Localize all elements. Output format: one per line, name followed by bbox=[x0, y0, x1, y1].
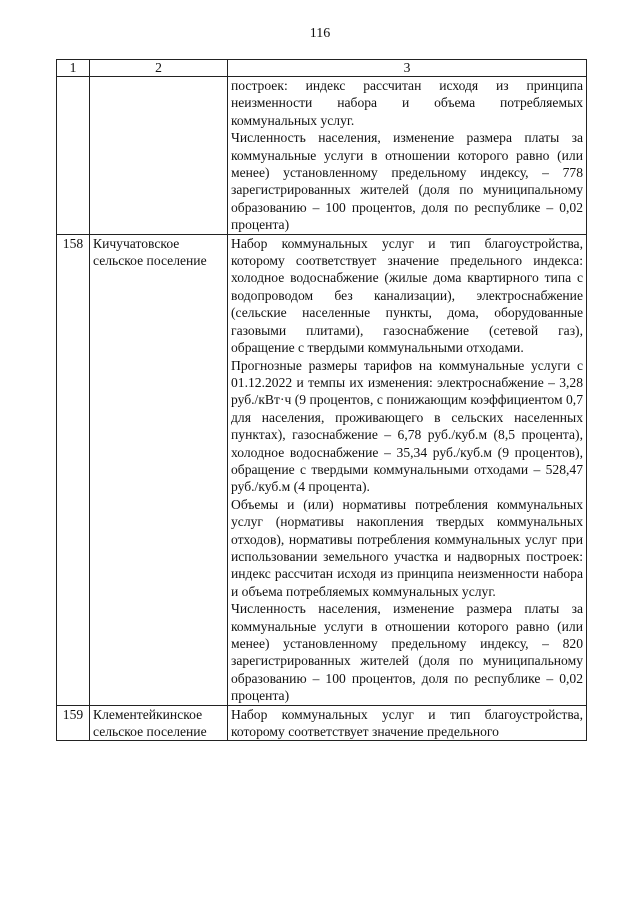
table-row bbox=[57, 77, 587, 235]
header-col-2: 2 bbox=[90, 60, 228, 77]
paragraph: построек: индекс рассчитан исходя из принципа неизменности набора и объема потребляемых коммунальных услуг. bbox=[231, 78, 583, 128]
paragraph: Численность населения, изменение размера платы за коммунальные услуги в отношении которого равно (или менее) установленному предельному индексу, – 778 зарегистрированных жителей (доля по муниципальному образованию – 100 процентов, доля по республике – 0,02 процента) bbox=[231, 130, 583, 233]
row-number: 159 bbox=[57, 705, 90, 741]
table-row bbox=[57, 234, 587, 705]
page-number: 116 bbox=[309, 26, 331, 41]
settlement-name bbox=[90, 77, 228, 235]
row-description bbox=[228, 705, 587, 741]
paragraph: Численность населения, изменение размера платы за коммунальные услуги в отношении которого равно (или менее) установленному предельному индексу, – 820 зарегистрированных жителей (доля по муниципальному образованию – 100 процентов, доля по республике – 0,02 процента) bbox=[231, 601, 583, 704]
paragraph: Набор коммунальных услуг и тип благоустройства, которому соответствует значение предельного bbox=[231, 706, 583, 740]
header-col-3: 3 bbox=[228, 60, 587, 77]
paragraph: Объемы и (или) нормативы потребления коммунальных услуг (нормативы накопления твердых коммунальных отходов), нормативы потребления коммунальных услуг при использовании земельного участка и надворных построек: индекс рассчитан исходя из принципа неизменности набора и объема потребляемых коммунальных услуг. bbox=[231, 496, 583, 599]
settlement-name: Клементейкинское сельское поселение bbox=[90, 705, 228, 741]
paragraph: Набор коммунальных услуг и тип благоустройства, которому соответствует значение предельного индекса: холодное водоснабжение (жилые дома квартирного типа с водопроводом без канализации), электроснабжение (сельские населенные пункты, дома, оборудованные газовыми плитами), газоснабжение (сетевой газ), обращение с твердыми коммунальными отходами. bbox=[231, 235, 583, 356]
table-row bbox=[57, 705, 587, 741]
settlement-name: Кичучатовское сельское поселение bbox=[90, 234, 228, 705]
paragraph: Прогнозные размеры тарифов на коммунальные услуги с 01.12.2022 и темпы их изменения: электроснабжение – 3,28 руб./кВт·ч (9 процентов, с понижающим коэффициентом 0,7 для населения, проживающего в сельских населенных пунктах), газоснабжение – 6,78 руб./куб.м (8,5 процента), холодное водоснабжение – 35,34 руб./куб.м (9 процентов), обращение с твердыми коммунальными отходами – 528,47 руб./куб.м (4 процента). bbox=[231, 357, 583, 495]
table-header-row bbox=[57, 60, 587, 77]
row-number bbox=[57, 77, 90, 235]
row-description bbox=[228, 77, 587, 235]
header-col-1: 1 bbox=[57, 60, 90, 77]
row-number: 158 bbox=[57, 234, 90, 705]
row-description bbox=[228, 234, 587, 705]
document-table bbox=[56, 59, 587, 741]
